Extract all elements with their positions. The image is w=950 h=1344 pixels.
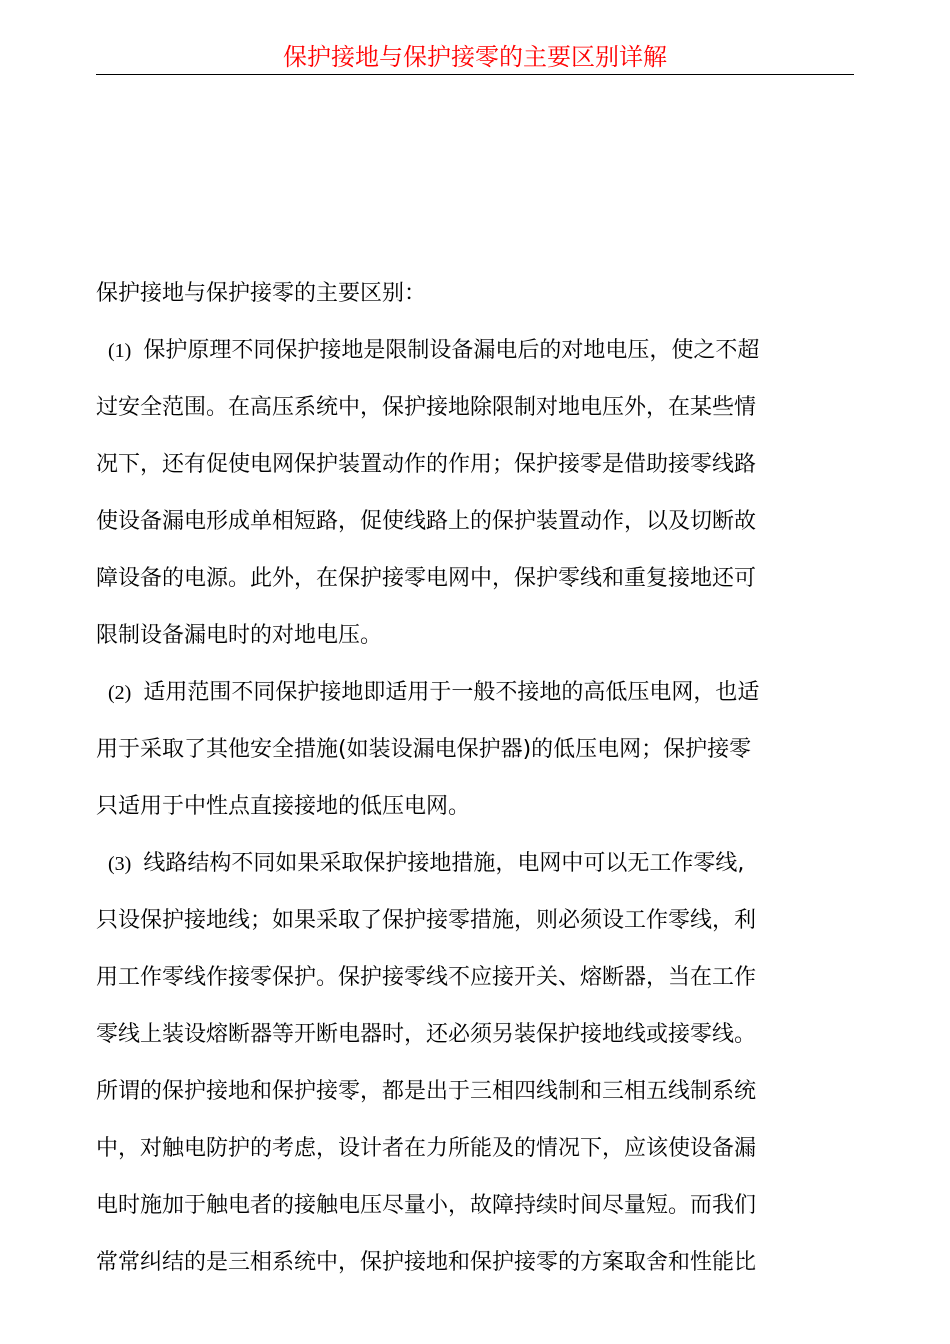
paragraph-line [96, 721, 854, 778]
paragraph-line [96, 322, 854, 379]
line-text: 只适用于中性点直接接地的低压电网。 [96, 794, 471, 819]
paragraph-line [96, 607, 854, 664]
line-text: 况下，还有促使电网保护装置动作的作用；保护接零是借助接零线路 [96, 452, 757, 477]
paragraph-line [96, 493, 854, 550]
item-number: (2) [108, 682, 132, 704]
line-text: 保护接地与保护接零的主要区别： [96, 281, 427, 306]
paragraph-line [96, 892, 854, 949]
paragraph-line [96, 1006, 854, 1063]
paragraph-line [96, 664, 854, 721]
page-title: 保护接地与保护接零的主要区别详解 [283, 43, 667, 71]
paragraph-line [96, 778, 854, 835]
line-text: 用工作零线作接零保护。保护接零线不应接开关、熔断器，当在工作 [96, 965, 757, 990]
paragraph-line [96, 550, 854, 607]
paragraph-line [96, 835, 854, 892]
line-text: 零线上装设熔断器等开断电器时，还必须另装保护接地线或接零线。 [96, 1022, 757, 1047]
line-text: 只设保护接地线；如果采取了保护接零措施，则必须设工作零线，利 [96, 908, 757, 933]
line-text: 中，对触电防护的考虑，设计者在力所能及的情况下，应该使设备漏 [96, 1136, 757, 1161]
paragraph-line [96, 949, 854, 1006]
paragraph-line [96, 1063, 854, 1120]
page-header [96, 40, 854, 75]
paragraph-line [96, 1177, 854, 1234]
line-text: 线路结构不同如果采取保护接地措施，电网中可以无工作零线, [143, 851, 745, 876]
item-number: (1) [108, 340, 132, 362]
paragraph-line [96, 1120, 854, 1177]
line-text: 电时施加于触电者的接触电压尽量小，故障持续时间尽量短。而我们 [96, 1193, 757, 1218]
paragraph-line [96, 265, 854, 322]
line-text: 用于采取了其他安全措施(如装设漏电保护器)的低压电网；保护接零 [96, 737, 752, 762]
paragraph-line [96, 436, 854, 493]
paragraph-line [96, 1234, 854, 1291]
line-text: 适用范围不同保护接地即适用于一般不接地的高低压电网，也适 [143, 680, 760, 705]
line-text: 所谓的保护接地和保护接零，都是出于三相四线制和三相五线制系统 [96, 1079, 757, 1104]
line-text: 使设备漏电形成单相短路，促使线路上的保护装置动作，以及切断故 [96, 509, 757, 534]
paragraph-line [96, 379, 854, 436]
line-text: 保护原理不同保护接地是限制设备漏电后的对地电压，使之不超 [143, 338, 760, 363]
line-text: 常常纠结的是三相系统中，保护接地和保护接零的方案取舍和性能比 [96, 1250, 757, 1275]
item-number: (3) [108, 853, 132, 875]
document-body [96, 265, 854, 1291]
line-text: 障设备的电源。此外，在保护接零电网中，保护零线和重复接地还可 [96, 566, 757, 591]
line-text: 限制设备漏电时的对地电压。 [96, 623, 383, 648]
line-text: 过安全范围。在高压系统中，保护接地除限制对地电压外，在某些情 [96, 395, 757, 420]
